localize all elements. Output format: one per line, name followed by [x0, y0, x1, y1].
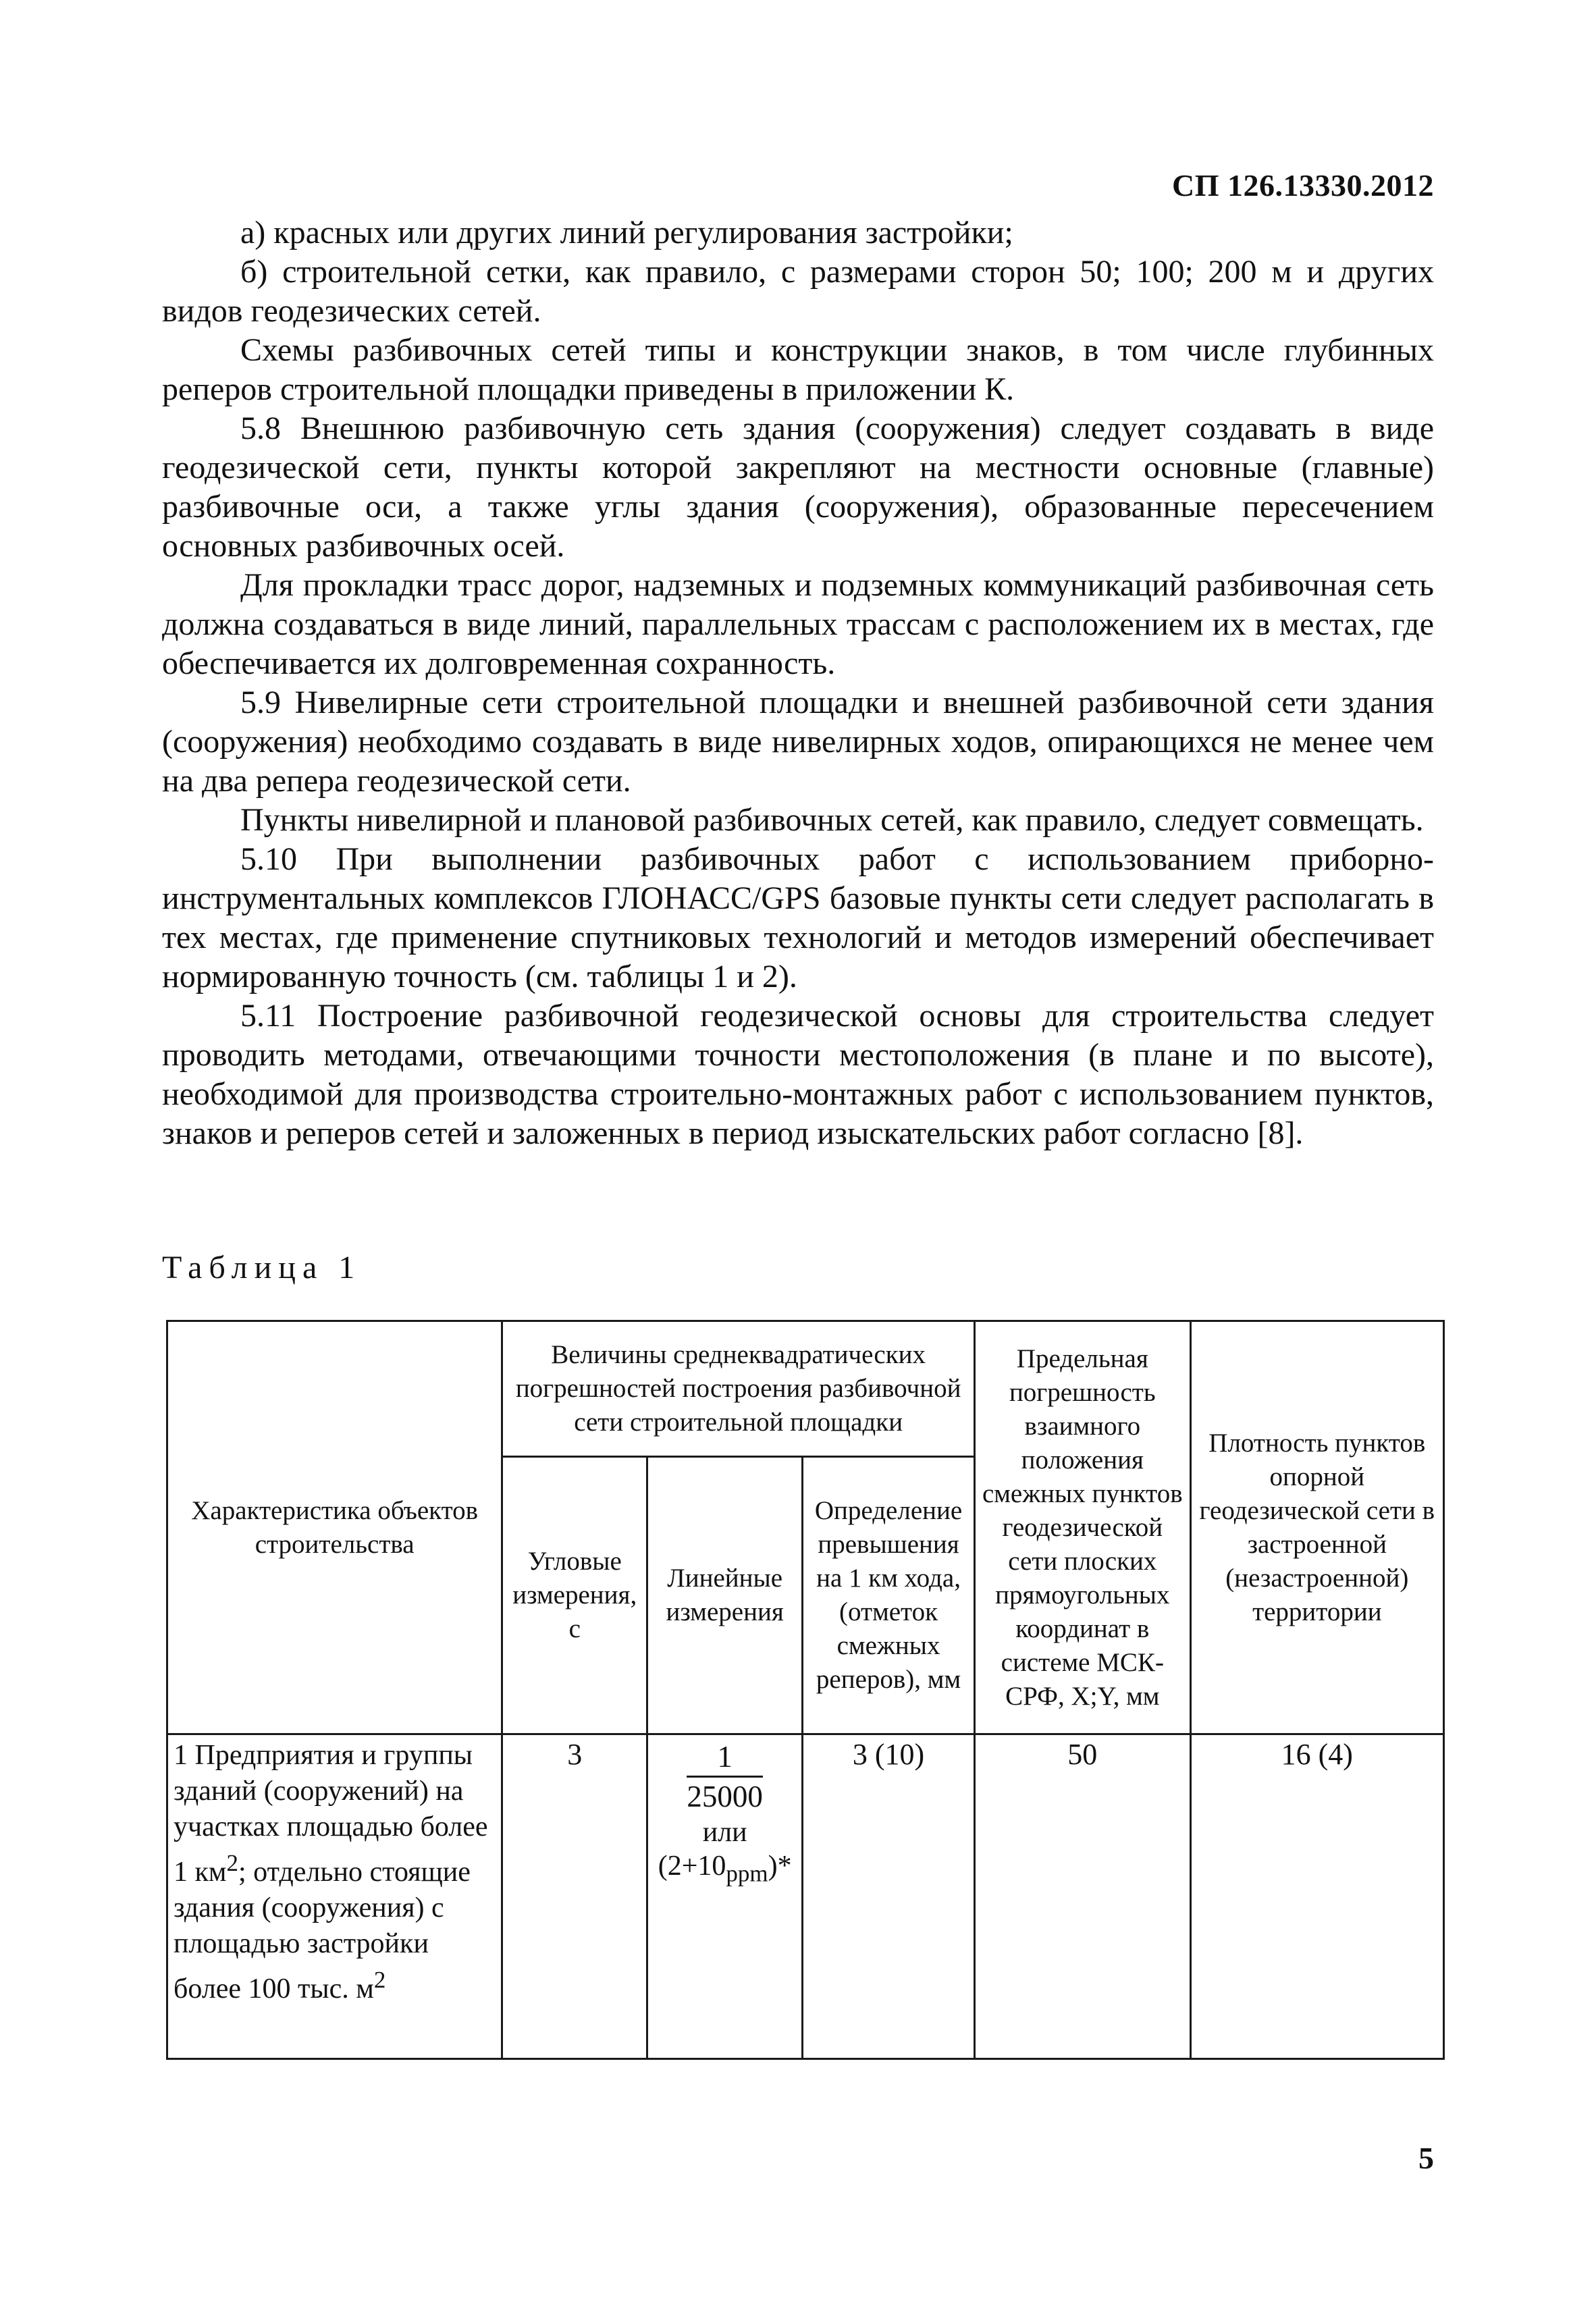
paragraph: 5.9 Нивелирные сети строительной площадки и внешней разбивочной сети здания (сооружения) необходимо создавать в виде нивелирных ходов, опирающихся не менее чем на два репера геодезической сети.	[162, 685, 1434, 799]
document-code: СП 126.13330.2012	[1172, 168, 1434, 203]
table-caption: Таблица 1	[162, 1250, 362, 1285]
header-object: Характеристика объектов строительства	[167, 1321, 502, 1734]
linear-alt-prefix: (2+10	[658, 1851, 726, 1882]
paragraph: Схемы разбивочных сетей типы и конструкции знаков, в том числе глубинных реперов строительной площадки приведены в приложении К.	[162, 332, 1434, 407]
header-density: Плотность пунктов опорной геодезической сети в застроенной (незастроенной) территории	[1190, 1321, 1443, 1734]
cell-angular: 3	[502, 1734, 647, 2059]
paragraph: Пункты нивелирной и плановой разбивочных сетей, как правило, следует совмещать.	[240, 802, 1424, 838]
cell-linear	[647, 1734, 803, 2059]
header-elevation: Определение превышения на 1 км хода, (отметок смежных реперов), мм	[803, 1457, 975, 1734]
paragraph: б) строительной сетки, как правило, с размерами сторон 50; 100; 200 м и других видов геодезических сетей.	[162, 254, 1434, 329]
paragraph: 5.8 Внешнюю разбивочную сеть здания (сооружения) следует создавать в виде геодезической сети, пункты которой закрепляют на местности основные (главные) разбивочные оси, а также углы здания (сооружения), образованные пересечением основных разбивочных осей.	[162, 410, 1434, 564]
cell-object-text-b: ; отдельно стоящие здания (сооружения) с площадью застройки более 100 тыс. м	[174, 1857, 471, 2004]
cell-object	[167, 1734, 502, 2059]
superscript: 2	[373, 1967, 386, 1993]
linear-alternative	[654, 1849, 796, 1890]
linear-fraction	[687, 1738, 763, 1815]
paragraph: 5.11 Построение разбивочной геодезической основы для строительства следует проводить методами, отвечающими точности местоположения (в плане и по высоте), необходимой для производства строительно-монтажных работ с использованием пунктов, знаков и реперов сетей и заложенных в период изыскательских работ согласно [8].	[162, 998, 1434, 1151]
paragraph: Для прокладки трасс дорог, надземных и подземных коммуникаций разбивочная сеть должна создаваться в виде линий, параллельных трассам с расположением их в местах, где обеспечивается их долговременная сохранность.	[162, 567, 1434, 681]
table-row	[167, 1734, 1444, 2059]
fraction-denominator: 25000	[687, 1780, 763, 1813]
cell-object-text-a: 1 Предприятия и группы зданий (сооружений) на участках площадью более 1 км	[174, 1740, 488, 1888]
fraction-numerator: 1	[687, 1738, 763, 1778]
header-rms-group: Величины среднеквадратических погрешностей построения разбивочной сети строительной площадки	[502, 1321, 975, 1457]
superscript: 2	[226, 1850, 238, 1876]
linear-alt-suffix: )*	[768, 1851, 792, 1882]
linear-or: или	[702, 1817, 747, 1848]
header-angular: Угловые измерения, с	[502, 1457, 647, 1734]
cell-elevation: 3 (10)	[803, 1734, 975, 2059]
table-header-row	[167, 1321, 1444, 1457]
paragraph: 5.10 При выполнении разбивочных работ с использованием приборно-инструментальных комплексов ГЛОНАСС/GPS базовые пункты сети следует располагать в тех местах, где применение спутниковых технологий и методов измерений обеспечивает нормированную точность (см. таблицы 1 и 2).	[162, 841, 1434, 994]
linear-alt-sub: ppm	[726, 1860, 768, 1887]
body-text	[162, 213, 1434, 1153]
header-linear: Линейные измерения	[647, 1457, 803, 1734]
page-number: 5	[1418, 2141, 1434, 2175]
cell-limit-error: 50	[974, 1734, 1190, 2059]
paragraph: а) красных или других линий регулирования застройки;	[240, 215, 1013, 250]
table-1	[166, 1320, 1445, 2060]
header-limit-error: Предельная погрешность взаимного положения смежных пунктов геодезической сети плоских прямоугольных координат в системе МСК-СРФ, X;Y, мм	[974, 1321, 1190, 1734]
cell-density: 16 (4)	[1190, 1734, 1443, 2059]
